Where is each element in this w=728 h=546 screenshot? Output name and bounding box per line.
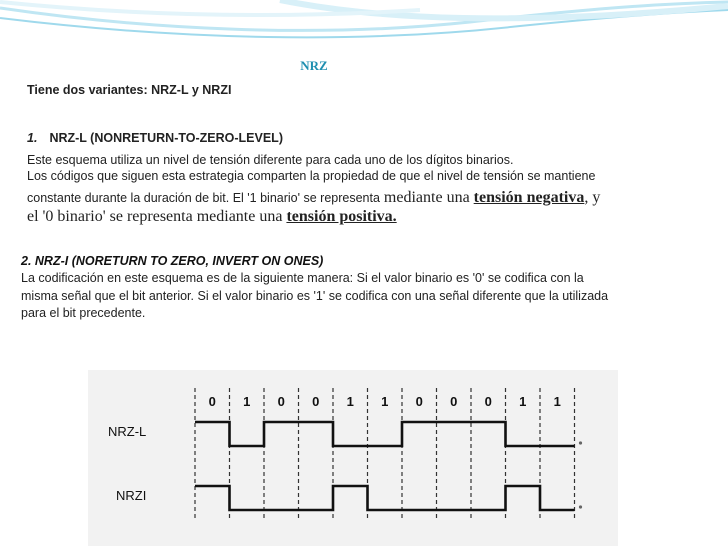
nrz-signal-diagram: [88, 370, 618, 546]
section2-heading: 2. NRZ-I (NORETURN TO ZERO, INVERT ON ONES): [21, 254, 324, 268]
intro-text: Tiene dos variantes: NRZ-L y NRZI: [27, 83, 232, 97]
nrzi-label: NRZI: [116, 488, 147, 503]
nrzl-signal-path: [195, 422, 575, 446]
section1-line-3-end: , y: [584, 189, 601, 206]
slide-title: NRZ: [300, 58, 328, 73]
section1-number: 1.: [27, 131, 38, 145]
nrzl-waveform: [195, 422, 582, 446]
positive-voltage-term: tensión positiva.: [286, 208, 397, 225]
bit-value-label: 1: [519, 394, 527, 409]
bit-value-label: 0: [277, 394, 285, 409]
nrzi-signal-path: [195, 486, 575, 510]
nrzi-waveform: [195, 486, 582, 510]
bit-value-label: 1: [553, 394, 561, 409]
negative-voltage-term: tensión negativa: [473, 189, 585, 206]
bit-value-label: 0: [312, 394, 320, 409]
bit-value-label: 0: [208, 394, 216, 409]
bit-value-label: 0: [415, 394, 423, 409]
section1-line-3-text: constante durante la duración de bit. El '1 binario' se representa: [27, 191, 380, 205]
section1-line-3: [27, 189, 600, 207]
bit-value-label: 1: [381, 394, 389, 409]
bit-labels: [209, 394, 561, 409]
bit-value-label: 1: [346, 394, 354, 409]
waveform-end-marker: [579, 505, 582, 508]
section2-line-1: La codificación en este esquema es de la siguiente manera: Si el valor binario es '0' se codifica con la: [21, 271, 584, 285]
section2-line-3: para el bit precedente.: [21, 306, 146, 320]
section1-line-4: [27, 208, 397, 226]
bit-value-label: 0: [450, 394, 458, 409]
nrzl-label: NRZ-L: [108, 424, 147, 439]
section1-line-4-text: el '0 binario' se representa mediante una: [27, 208, 287, 225]
section2-line-2: misma señal que el bit anterior. Si el valor binario es '1' se codifica con una señal diferente que la utilizada: [21, 289, 609, 303]
section1-heading: [27, 131, 283, 145]
section1-line-1: Este esquema utiliza un nivel de tensión diferente para cada uno de los dígitos binarios.: [27, 153, 514, 167]
bit-value-label: 0: [484, 394, 492, 409]
section1-line-2: Los códigos que siguen esta estrategia comparten la propiedad de que el nivel de tensión se mantiene: [27, 169, 596, 183]
section1-line-3-serif: mediante una: [379, 189, 474, 206]
bit-value-label: 1: [243, 394, 251, 409]
waveform-end-marker: [579, 441, 582, 444]
section1-title: NRZ-L (NONRETURN-TO-ZERO-LEVEL): [49, 131, 283, 145]
